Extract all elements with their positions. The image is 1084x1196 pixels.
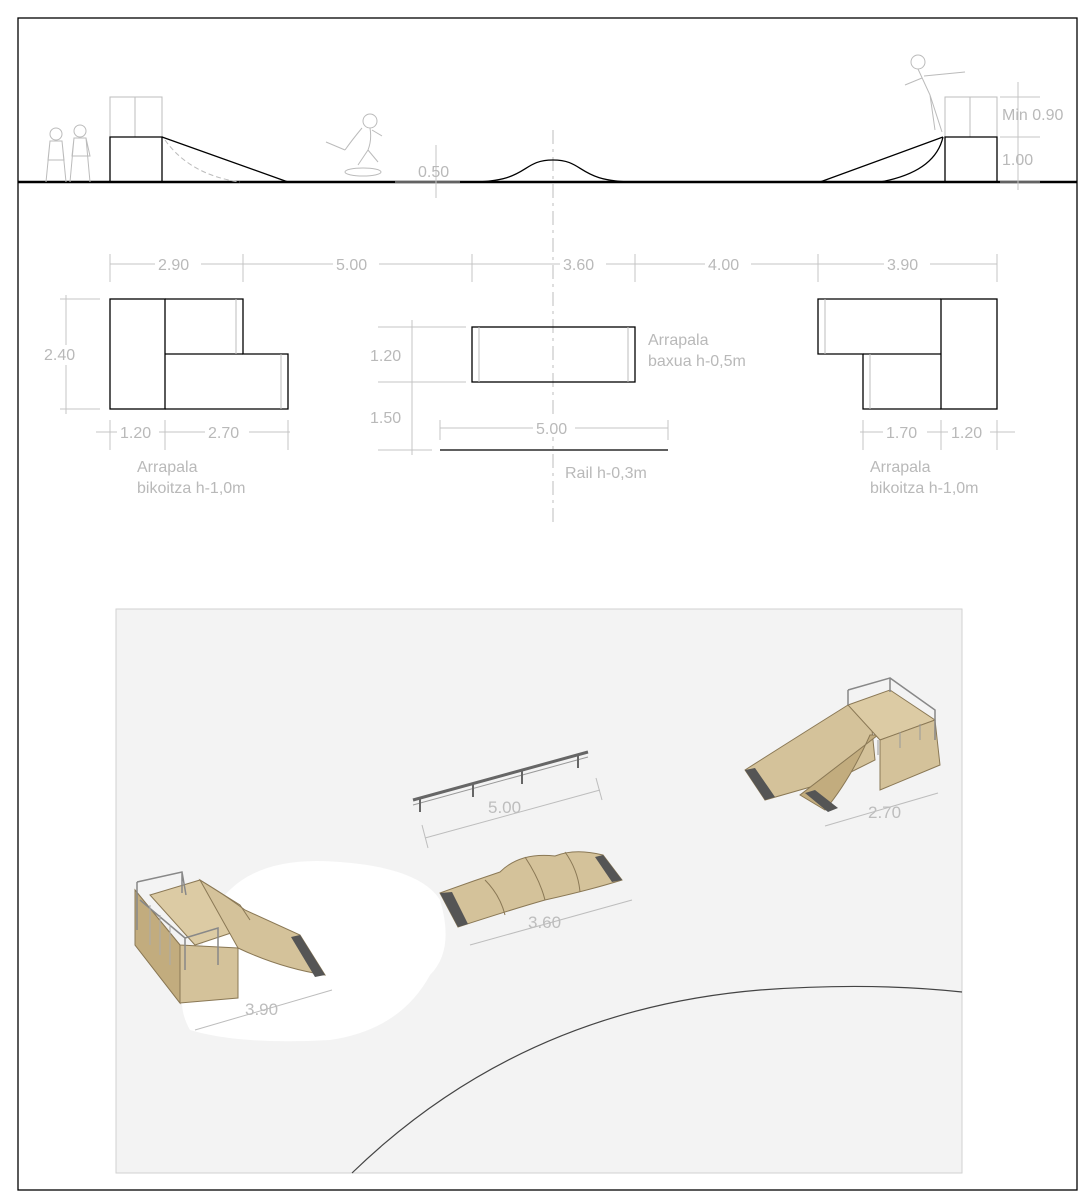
right-plan-label-line1: Arrapala xyxy=(870,459,931,476)
left-plan-bottom-b: 2.70 xyxy=(208,425,240,442)
render-hump-dim: 3.60 xyxy=(528,913,562,932)
height-label-min-090: Min 0.90 xyxy=(1002,107,1064,124)
right-plan-bottom-a: 1.70 xyxy=(886,425,918,442)
center-plan-label-line2: baxua h-0,5m xyxy=(648,353,746,370)
height-label-050: 0.50 xyxy=(418,164,450,181)
render-right-ramp-dim: 2.70 xyxy=(868,803,902,822)
plan-dim-3: 3.60 xyxy=(563,257,595,274)
render-left-ramp-dim: 3.90 xyxy=(245,1000,279,1019)
render-view xyxy=(116,609,962,1173)
rail-label: Rail h-0,3m xyxy=(565,465,647,482)
left-plan-height-label: 2.40 xyxy=(44,347,76,364)
rail-length-label: 5.00 xyxy=(536,421,568,438)
left-plan-label-line2: bikoitza h-1,0m xyxy=(137,480,246,497)
left-plan-bottom-a: 1.20 xyxy=(120,425,152,442)
center-plan-width-label: 1.20 xyxy=(370,348,402,365)
plan-dim-2: 5.00 xyxy=(336,257,368,274)
render-rail-dim: 5.00 xyxy=(488,798,522,817)
plan-dim-1: 2.90 xyxy=(158,257,190,274)
right-plan-bottom-b: 1.20 xyxy=(951,425,983,442)
right-plan-label-line2: bikoitza h-1,0m xyxy=(870,480,979,497)
height-label-100: 1.00 xyxy=(1002,152,1034,169)
left-plan-label-line1: Arrapala xyxy=(137,459,198,476)
center-plan-gap-label: 1.50 xyxy=(370,410,402,427)
plan-dim-4: 4.00 xyxy=(708,257,740,274)
plan-dim-5: 3.90 xyxy=(887,257,919,274)
center-plan-label-line1: Arrapala xyxy=(648,332,709,349)
